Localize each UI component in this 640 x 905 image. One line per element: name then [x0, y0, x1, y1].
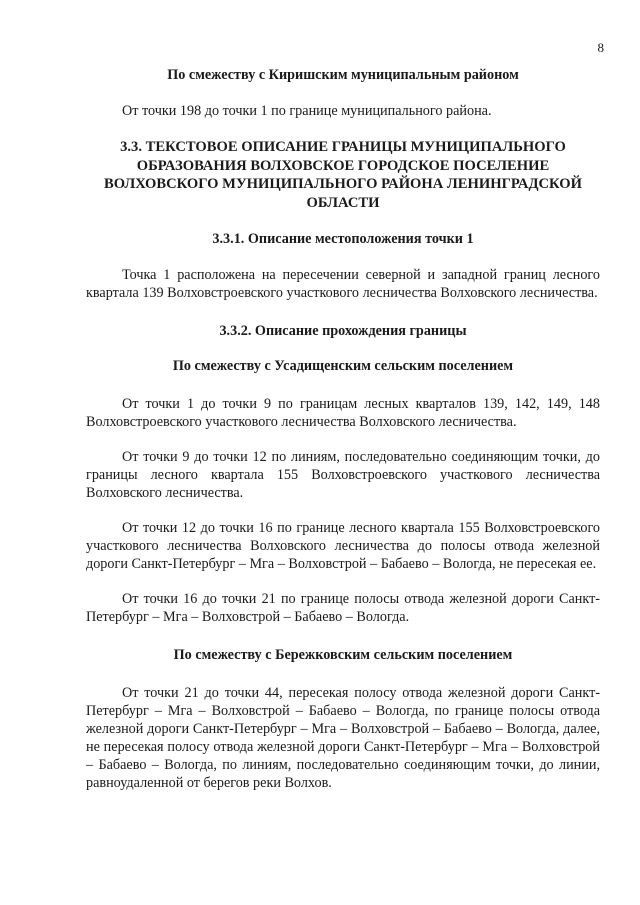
kirishi-heading: По смежеству с Киришским муниципальным районом — [167, 67, 519, 83]
subsection-1-title: 3.3.1. Описание местоположения точки 1 — [212, 231, 474, 247]
kirishi-text: От точки 198 до точки 1 по границе муниципального района. — [122, 103, 492, 119]
usad-paragraph-1: От точки 1 до точки 9 по границам лесных кварталов 139, 142, 149, 148 Волховстроевского участкового лесничества Волховского лесничества. — [86, 396, 600, 430]
subsection-1-text: Точка 1 расположена на пересечении северной и западной границ лесного квартала 139 Волховстроевского участкового лесничества Волховского лесничества. — [86, 267, 600, 301]
page-number: 8 — [597, 40, 604, 55]
berezh-paragraph-1: От точки 21 до точки 44, пересекая полосу отвода железной дороги Санкт-Петербург – Мга – Волховстрой – Бабаево – Вологда, по границе полосы отвода железной дороги Санкт-Петербург – Мга – Волховстрой – Бабаево – Вологда, далее, не пересекая полосу отвода железной дороги Санкт-Петербург – Мга – Волховстрой – Бабаево – Вологда, по линиям, последовательно соединяющим точки, до линии, равноудаленной от берегов реки Волхов. — [86, 685, 600, 791]
usad-paragraph-3: От точки 12 до точки 16 по границе лесного квартала 155 Волховстроевского участкового лесничества Волховского лесничества до полосы отвода железной дороги Санкт-Петербург – Мга – Волховстрой – Бабаево – Вологда, не пересекая ее. — [86, 520, 600, 572]
berezh-heading: По смежеству с Бережковским сельским поселением — [173, 647, 513, 663]
subsection-2-title: 3.3.2. Описание прохождения границы — [219, 323, 467, 339]
usad-paragraph-4: От точки 16 до точки 21 по границе полосы отвода железной дороги Санкт-Петербург – Мга – Волховстрой – Бабаево – Вологда. — [86, 591, 600, 625]
usad-paragraph-2: От точки 9 до точки 12 по линиям, последовательно соединяющим точки, до границы лесного квартала 155 Волховстроевского участкового лесничества Волховского лесничества. — [86, 449, 600, 501]
document-body — [86, 66, 600, 792]
usad-heading: По смежеству с Усадищенским сельским поселением — [172, 358, 514, 374]
main-section-title: 3.3. ТЕКСТОВОЕ ОПИСАНИЕ ГРАНИЦЫ МУНИЦИПАЛЬНОГО ОБРАЗОВАНИЯ ВОЛХОВСКОЕ ГОРОДСКОЕ ПОСЕЛЕНИЕ ВОЛХОВСКОГО МУНИЦИПАЛЬНОГО РАЙОНА ЛЕНИНГРАДСКОЙ ОБЛАСТИ — [104, 139, 582, 211]
